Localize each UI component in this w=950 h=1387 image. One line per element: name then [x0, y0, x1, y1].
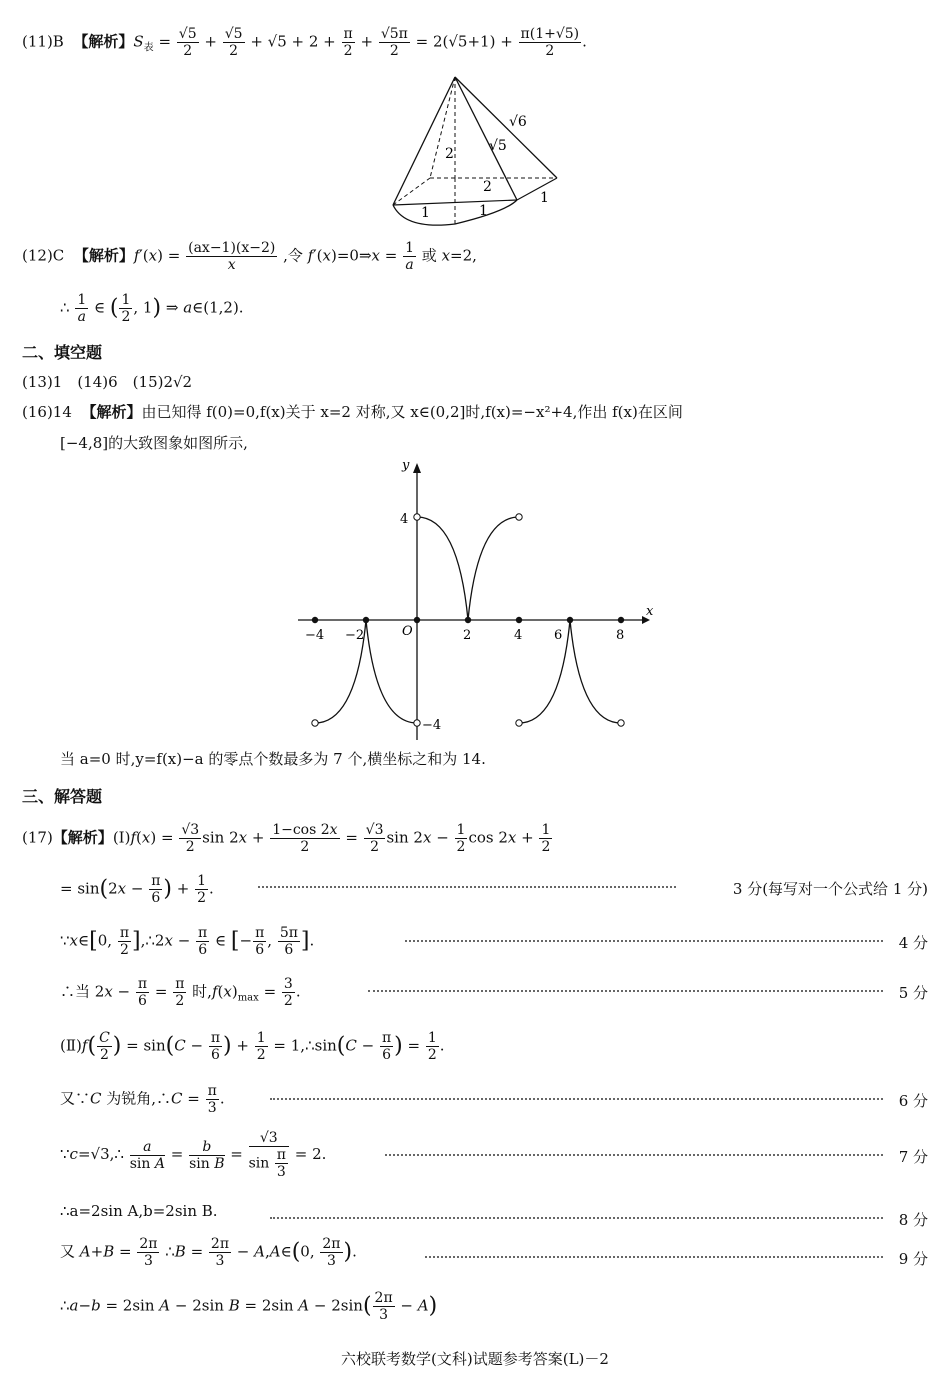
fig-label-r2: 1 — [479, 203, 488, 219]
q12-line1: (12)C 【解析】f′(x) = $\frac{(ax-1)(x-2)}{x}$ ,令 f′(x)=0⇒x = $\frac{1}{a}$ 或 x=2, — [22, 240, 477, 274]
score-6: 6 分 — [898, 1092, 928, 1110]
q12-tag: 【解析】 — [73, 246, 134, 265]
fig-label-side: 1 — [540, 190, 549, 206]
page-footer: 六校联考数学(文科)试题参考答案(L)－2 — [341, 1350, 609, 1368]
q11-line: (11)B 【解析】$S_表$ = $\frac{√5}{2}$ + $\frac{√5}{2}$ + √5 + 2 + $\frac{\pi}{2}$ + $\frac{√5\pi}{2}$ = 2(√5+1) + $\frac{\pi(1+√5)}{2}$ . — [22, 26, 587, 60]
score-2: 3 分(每写对一个公式给 1 分) — [732, 880, 928, 898]
q12-line2: ∴ $\frac{1}{a}$ ∈ ( $\frac{1}{2}$ , 1) ⇒ a∈(1,2). — [60, 292, 244, 326]
tick-neg4: −4 — [305, 628, 325, 643]
q17-line3: ∵x∈[0, $\frac{\pi}{2}$ ],∴2x − $\frac{\pi}{6}$ ∈ [− $\frac{\pi}{6}$ , $\frac{5\pi}{6}$ ]. — [60, 925, 315, 959]
score-4: 5 分 — [898, 984, 928, 1002]
q17-tag: 【解析】 — [52, 828, 113, 847]
tick-2: 2 — [463, 628, 472, 643]
q16-text1: 由已知得 f(0)=0,f(x)关于 x=2 对称,又 x∈(0,2]时,f(x)=−x²+4,作出 f(x)在区间 — [141, 403, 683, 421]
function-graph — [290, 455, 660, 745]
y-axis-label: y — [402, 458, 410, 473]
dot-leader — [368, 990, 883, 992]
q17-line7: ∵c=√3,∴ $\frac{a}{\text{sin A}}$ = $\frac{b}{\text{sin B}}$ = √3 sin $\frac{\pi}{3}$ = 2. — [60, 1130, 327, 1181]
tick-y4: 4 — [400, 512, 409, 527]
tick-4: 4 — [514, 628, 523, 643]
dot-leader — [270, 1098, 883, 1100]
dot-leader — [405, 940, 883, 942]
origin-label: O — [402, 624, 413, 639]
q17-line6: 又∵C 为锐角,∴C = $\frac{\pi}{3}$ . — [60, 1083, 225, 1117]
q17-line1: (17)【解析】(Ⅰ)f(x) = $\frac{√3}{2}$ sin 2x + $\frac{1-\cos 2x}{2}$ = $\frac{√3}{2}$ sin 2x − $\frac{1}{2}$ cos 2x + $\frac{1}{2}$ — [22, 822, 551, 856]
fig-label-sqrt5: √5 — [489, 138, 507, 154]
q11-head: (11)B — [22, 32, 64, 51]
tick-neg2: −2 — [345, 628, 365, 643]
fig-label-r1: 1 — [421, 205, 430, 221]
score-3: 4 分 — [898, 934, 928, 952]
q11-tag: 【解析】 — [73, 32, 134, 51]
q16-conclusion: 当 a=0 时,y=f(x)−a 的零点个数最多为 7 个,横坐标之和为 14. — [60, 750, 486, 768]
x-axis-label: x — [646, 604, 654, 619]
cone-pyramid-figure — [385, 72, 565, 232]
q16-tag: 【解析】 — [81, 403, 142, 421]
fig-label-sqrt6: √6 — [509, 114, 527, 130]
q17-line2: = sin(2x − $\frac{\pi}{6}$ ) + $\frac{1}{2}$ . — [60, 873, 214, 907]
q17-line10: ∴a−b = 2sin A − 2sin B = 2sin A − 2sin( $\frac{2\pi}{3}$ − A) — [60, 1290, 438, 1324]
fig-label-base: 2 — [483, 179, 492, 195]
q17-line4: ∴当 2x − $\frac{\pi}{6}$ = $\frac{\pi}{2}$ 时$,f(x)_{max}$ = $\frac{3}{2}$ . — [60, 976, 301, 1010]
score-7: 7 分 — [898, 1148, 928, 1166]
q12-head: (12)C — [22, 246, 65, 265]
tick-6: 6 — [554, 628, 563, 643]
tick-yneg4: −4 — [422, 718, 442, 733]
score-9: 9 分 — [898, 1250, 928, 1268]
score-8: 8 分 — [898, 1211, 928, 1229]
q16-line1 — [22, 405, 683, 420]
q17-line9: 又 A+B = $\frac{2\pi}{3}$ ∴B = $\frac{2\pi}{3}$ − A,A∈(0, $\frac{2\pi}{3}$ ). — [60, 1236, 357, 1270]
q16-head: (16)14 — [22, 403, 72, 421]
tick-8: 8 — [616, 628, 625, 643]
q17-line5: (Ⅱ)f( $\frac{C}{2}$ ) = sin(C − $\frac{\pi}{6}$ ) + $\frac{1}{2}$ = 1,∴sin(C − $\frac{\pi}{6}$ ) = $\frac{1}{2}$ . — [60, 1030, 445, 1064]
q17-head: (17) — [22, 828, 53, 847]
section-solutions: 三、解答题 — [22, 787, 103, 806]
fig-label-height: 2 — [445, 146, 454, 162]
q17-line8: ∴a=2sin A,b=2sin B. — [60, 1202, 218, 1220]
dot-leader — [258, 886, 676, 888]
dot-leader — [270, 1217, 883, 1219]
answers-13-15: (13)1 (14)6 (15)2√2 — [22, 373, 193, 391]
section-fill-in: 二、填空题 — [22, 343, 103, 362]
q16-text2: [−4,8]的大致图象如图所示, — [60, 434, 248, 452]
dot-leader — [425, 1256, 883, 1258]
dot-leader — [385, 1154, 883, 1156]
